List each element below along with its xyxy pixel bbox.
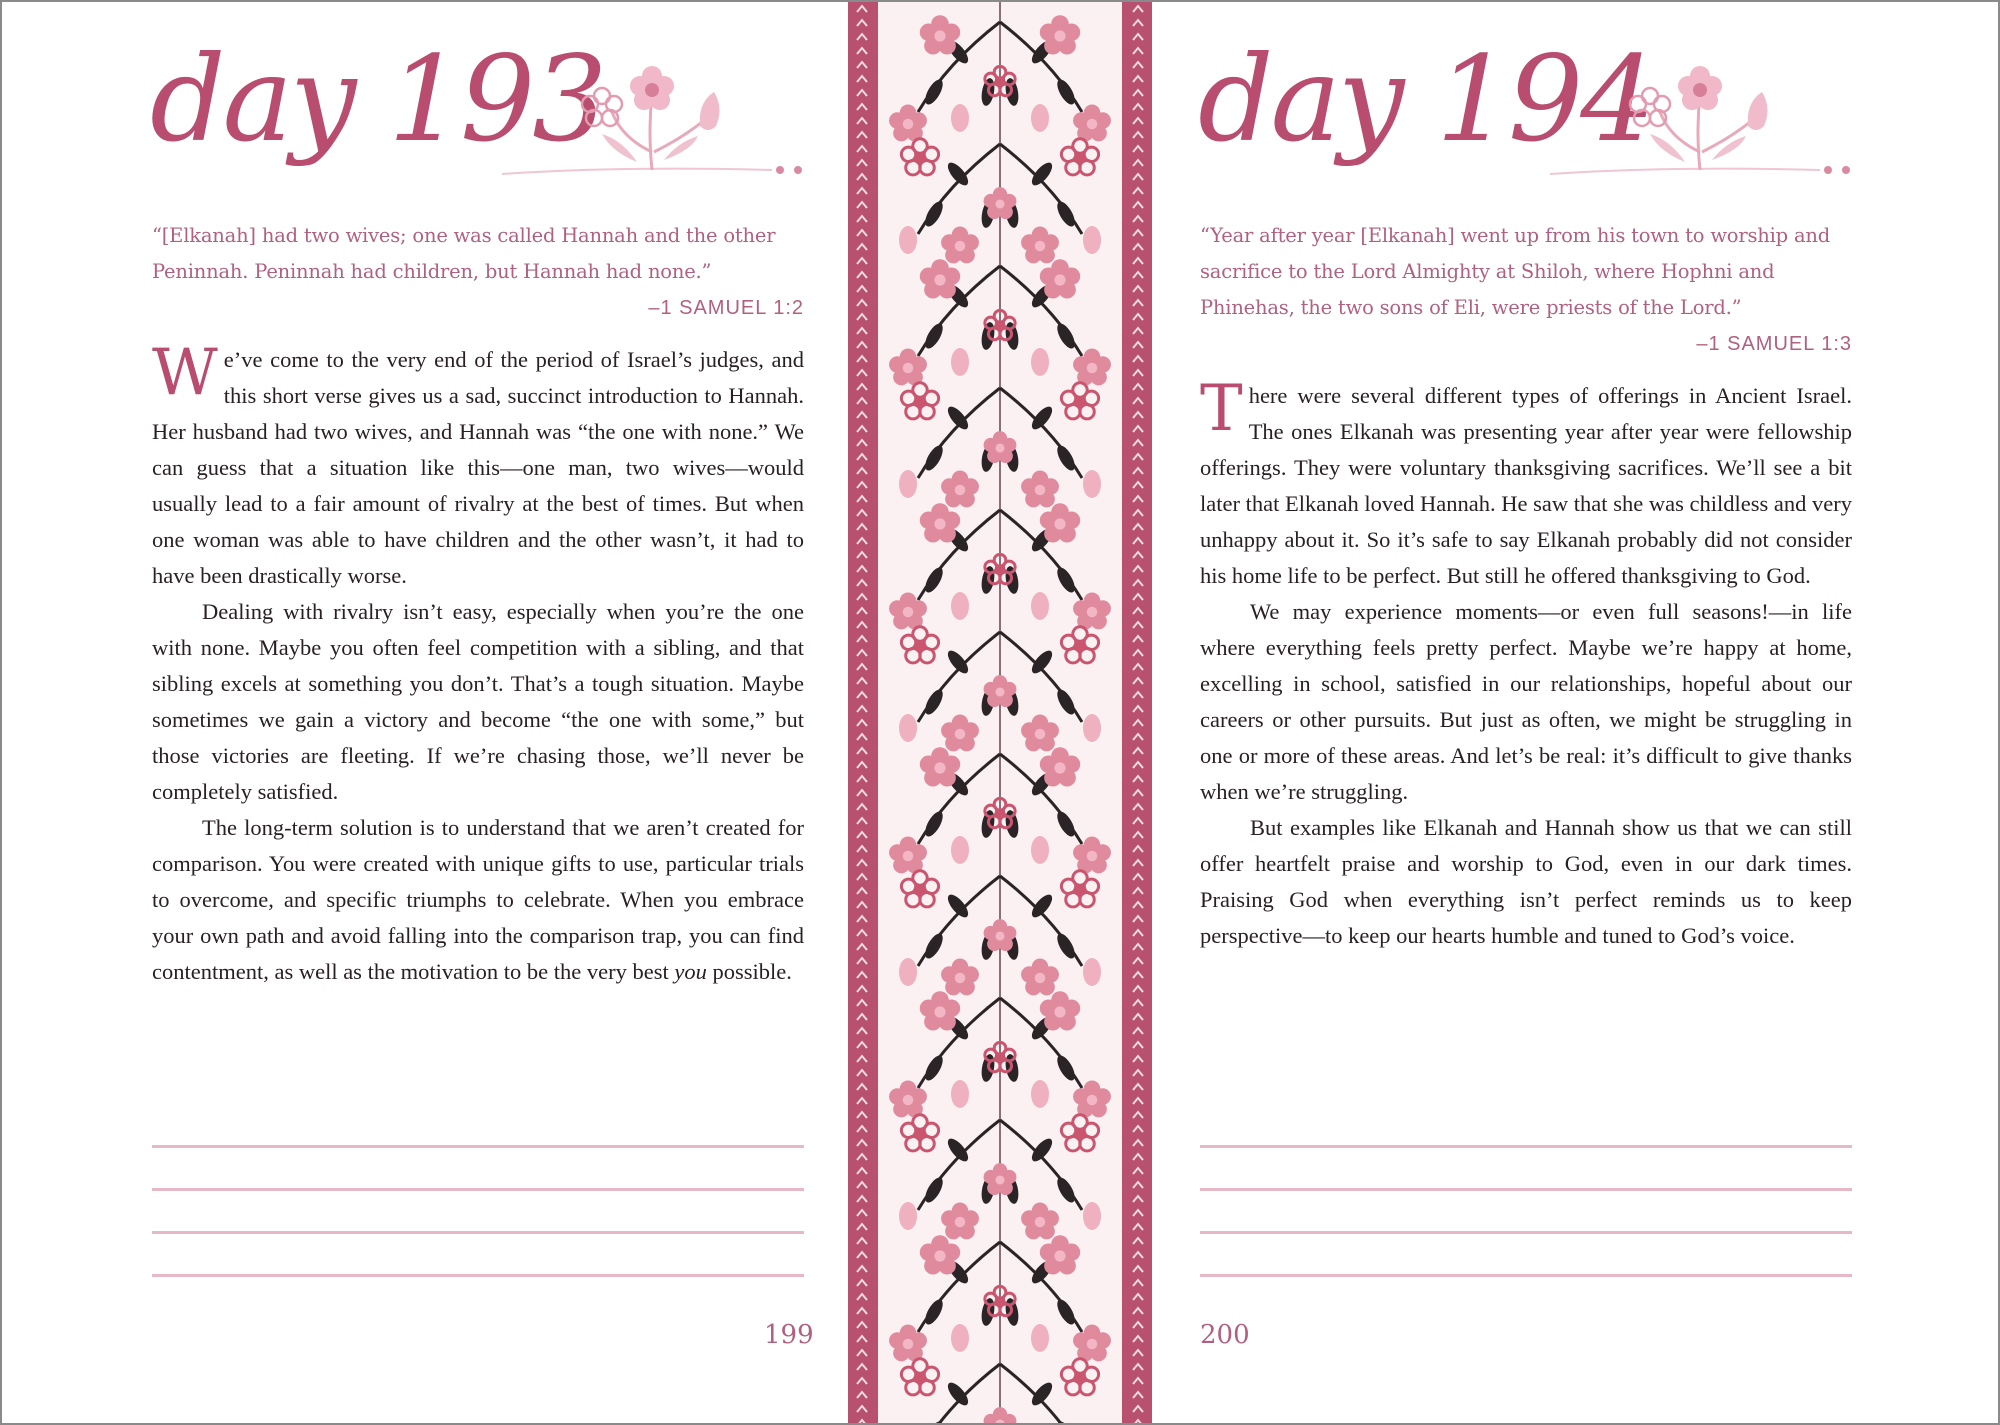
scripture-verse (152, 218, 804, 326)
scripture-verse (1200, 218, 1852, 362)
journal-line (152, 1231, 804, 1234)
paragraph (1200, 372, 1852, 594)
floral-divider (848, 2, 1152, 1423)
flower-sprig-icon (1550, 42, 1850, 192)
paragraph-text: e’ve come to the very end of the period of Israel’s judges, and this short verse gives us a sad, succinct introduction to Hannah. Her husband had two wives, and Hannah was “the one with none.” We can guess that a situation like this—one man, two wives—would usually lead to a fair amount of rivalry at the best of times. But when one woman was able to have children and the other wasn’t, it had to have been drastically worse. (152, 347, 804, 588)
emphasis-text: you (674, 959, 707, 984)
paragraph: Dealing with rivalry isn’t easy, especially when you’re the one with none. Maybe you often feel competition with a sibling, and that sibling excels at something you don’t. That’s a tough situation. Maybe sometimes we gain a victory and become “the one with some,” but those victories are fleeting. If we’re chasing those, we’ll never be completely satisfied. (152, 599, 804, 804)
journal-line (1200, 1274, 1852, 1277)
floral-pattern (848, 2, 1152, 1423)
verse-reference: –1 SAMUEL 1:2 (648, 297, 804, 319)
left-page (2, 2, 848, 1423)
paragraph-text: here were several different types of offerings in Ancient Israel. The ones Elkanah was presenting year after year were fellowship offerings. They were voluntary thanksgiving sacrifices. We’ll see a bit later that Elkanah loved Hannah. He saw that she was childless and very unhappy about it. So it’s safe to say Elkanah probably did not consider his home life to be perfect. But still he offered thanksgiving to God. (1200, 383, 1852, 588)
verse-quote: “Year after year [Elkanah] went up from his town to worship and sacrifice to the Lord Almighty at Shiloh, where Hophni and Phinehas, the two sons of Eli, were priests of the Lord.” (1200, 224, 1831, 319)
day-title: day 193 (150, 30, 605, 168)
drop-cap: W (152, 336, 218, 410)
journal-line (1200, 1188, 1852, 1191)
flower-sprig-icon (502, 42, 802, 192)
verse-reference: –1 SAMUEL 1:3 (1696, 333, 1852, 355)
right-page (1152, 2, 1998, 1423)
journal-line (152, 1274, 804, 1277)
journal-line (1200, 1231, 1852, 1234)
page-number: 200 (1200, 1320, 1250, 1350)
verse-quote: “[Elkanah] had two wives; one was called Hannah and the other Peninnah. Peninnah had children, but Hannah had none.” (152, 224, 776, 283)
journal-lines (1200, 1145, 1852, 1317)
devotional-text (1200, 372, 1852, 954)
devotional-text (152, 336, 804, 990)
paragraph (152, 336, 804, 594)
page-number: 199 (764, 1320, 814, 1350)
journal-line (1200, 1145, 1852, 1148)
paragraph: We may experience moments—or even full seasons!—in life where everything feels pretty perfect. Maybe we’re happy at home, excelling in school, satisfied in our relationships, hopeful about our careers or other pursuits. But just as often, we might be struggling in one or more of these areas. And let’s be real: it’s difficult to give thanks when we’re struggling. (1200, 599, 1852, 804)
drop-cap: T (1200, 372, 1243, 446)
journal-line (152, 1188, 804, 1191)
paragraph (152, 810, 804, 990)
day-title: day 194 (1198, 30, 1653, 168)
paragraph: But examples like Elkanah and Hannah show us that we can still offer heartfelt praise and worship to God, even in our dark times. Praising God when everything isn’t perfect reminds us to keep perspective—to keep our hearts humble and tuned to God’s voice. (1200, 815, 1852, 948)
journal-lines (152, 1145, 804, 1317)
journal-line (152, 1145, 804, 1148)
paragraph-text: The long-term solution is to understand that we aren’t created for comparison. You were created with unique gifts to use, particular trials to overcome, and specific triumphs to celebrate. When you embrace your own path and avoid falling into the comparison trap, you can find contentment, as well as the motivation to be the very best (152, 815, 804, 984)
paragraph-text: possible. (706, 959, 792, 984)
